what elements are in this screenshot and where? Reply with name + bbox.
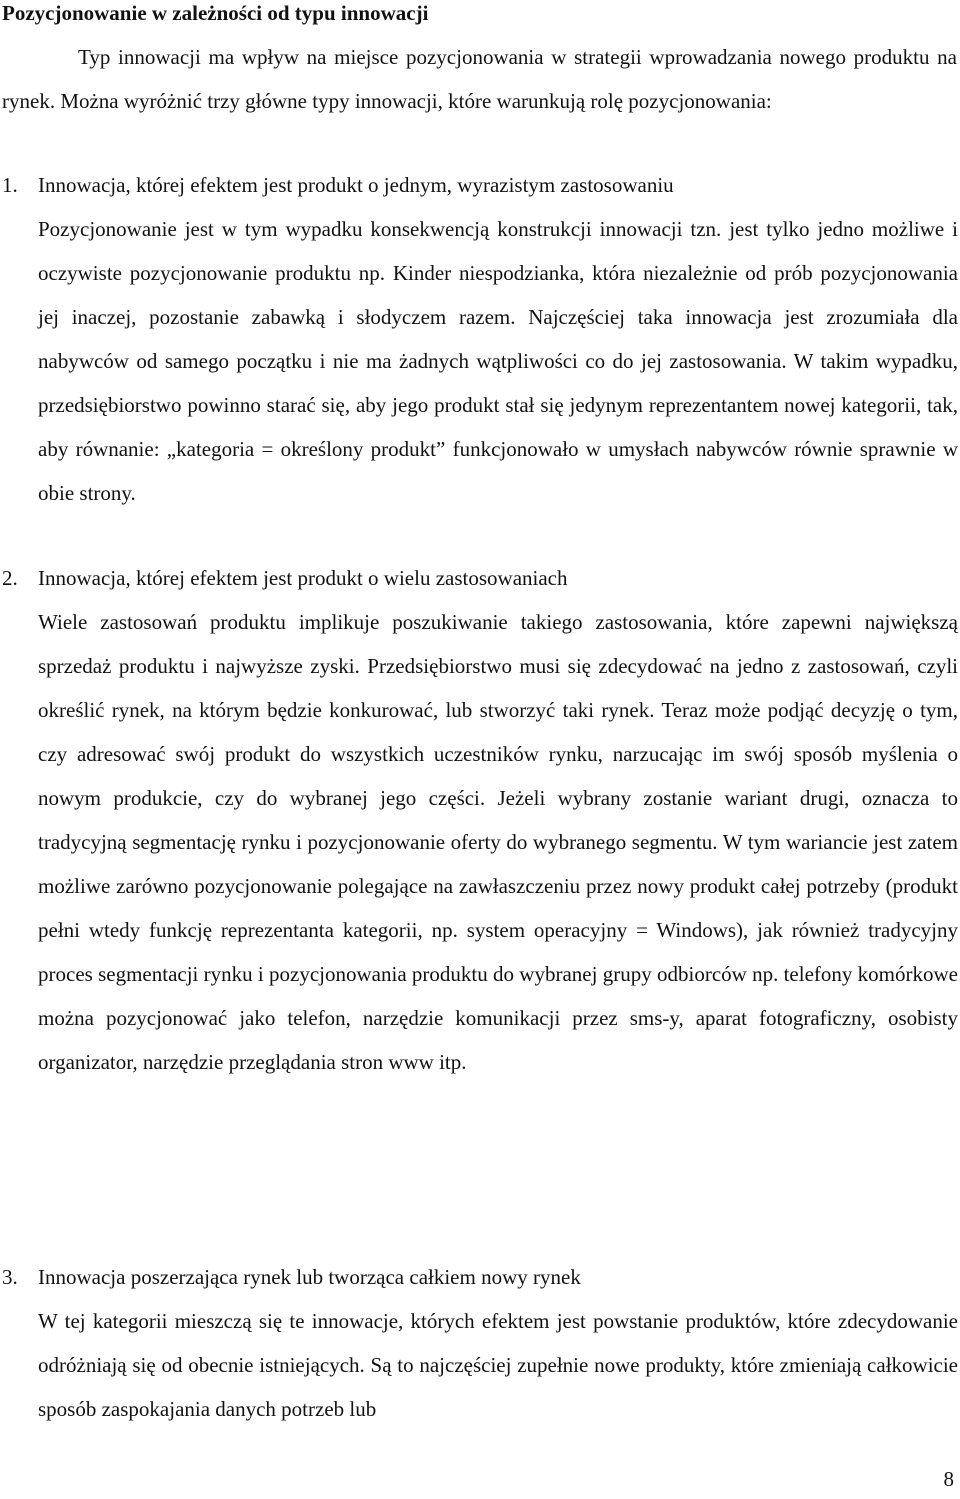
list-item-title: Innowacja poszerzająca rynek lub tworząca całkiem nowy rynek — [38, 1265, 581, 1289]
list-item — [2, 556, 958, 1084]
list-item-title: Innowacja, której efektem jest produkt o jednym, wyrazistym zastosowaniu — [38, 173, 674, 197]
list-item-body: Wiele zastosowań produktu implikuje poszukiwanie takiego zastosowania, które zapewni największą sprzedaż produktu i najwyższe zyski. Przedsiębiorstwo musi się zdecydować na jedno z zastosowań, czyli określić rynek, na którym będzie konkurować, lub stworzyć taki rynek. Teraz może podjąć decyzję o tym, czy adresować swój produkt do wszystkich uczestników rynku, narzucając im swój sposób myślenia o nowym produkcie, czy do wybranej jego części. Jeżeli wybrany zostanie wariant drugi, oznacza to tradycyjną segmentację rynku i pozycjonowanie oferty do wybranego segmentu. W tym wariancie jest zatem możliwe zarówno pozycjonowanie polegające na zawłaszczeniu przez nowy produkt całej potrzeby (produkt pełni wtedy funkcję reprezentanta kategorii, np. system operacyjny = Windows), jak również tradycyjny proces segmentacji rynku i pozycjonowania produktu do wybranej grupy odbiorców np. telefony komórkowe można pozycjonować jako telefon, narzędzie komunikacji przez sms-y, aparat fotograficzny, osobisty organizator, narzędzie przeglądania stron www itp. — [38, 610, 958, 1074]
list-item-header — [2, 556, 958, 600]
section-heading: Pozycjonowanie w zależności od typu innowacji — [2, 1, 429, 25]
list-item-number: 2. — [2, 566, 18, 590]
list-item-header — [2, 163, 958, 207]
page-number: 8 — [943, 1467, 954, 1491]
list-item — [2, 163, 958, 515]
list-item-body: Pozycjonowanie jest w tym wypadku konsekwencją konstrukcji innowacji tzn. jest tylko jedno możliwe i oczywiste pozycjonowanie produktu np. Kinder niespodzianka, która niezależnie od prób pozycjonowania jej inaczej, pozostanie zabawką i słodyczem razem. Najczęściej taka innowacja jest zrozumiała dla nabywców od samego początku i nie ma żadnych wątpliwości co do jej zastosowania. W takim wypadku, przedsiębiorstwo powinno starać się, aby jego produkt stał się jedynym reprezentantem nowej kategorii, tak, aby równanie: „kategoria = określony produkt” funkcjonowało w umysłach nabywców równie sprawnie w obie strony. — [38, 217, 958, 505]
list-item — [2, 1255, 958, 1431]
list-item-body: W tej kategorii mieszczą się te innowacje, których efektem jest powstanie produktów, które zdecydowanie odróżniają się od obecnie istniejących. Są to najczęściej zupełnie nowe produkty, które zmieniają całkowicie sposób zaspokajania danych potrzeb lub — [38, 1309, 958, 1421]
intro-paragraph: Typ innowacji ma wpływ na miejsce pozycjonowania w strategii wprowadzania nowego produktu na rynek. Można wyróżnić trzy główne typy innowacji, które warunkują rolę pozycjonowania: — [2, 45, 957, 113]
list-item-title: Innowacja, której efektem jest produkt o wielu zastosowaniach — [38, 566, 568, 590]
list-item-header — [2, 1255, 958, 1299]
list-item-number: 3. — [2, 1265, 18, 1289]
list-item-number: 1. — [2, 173, 18, 197]
